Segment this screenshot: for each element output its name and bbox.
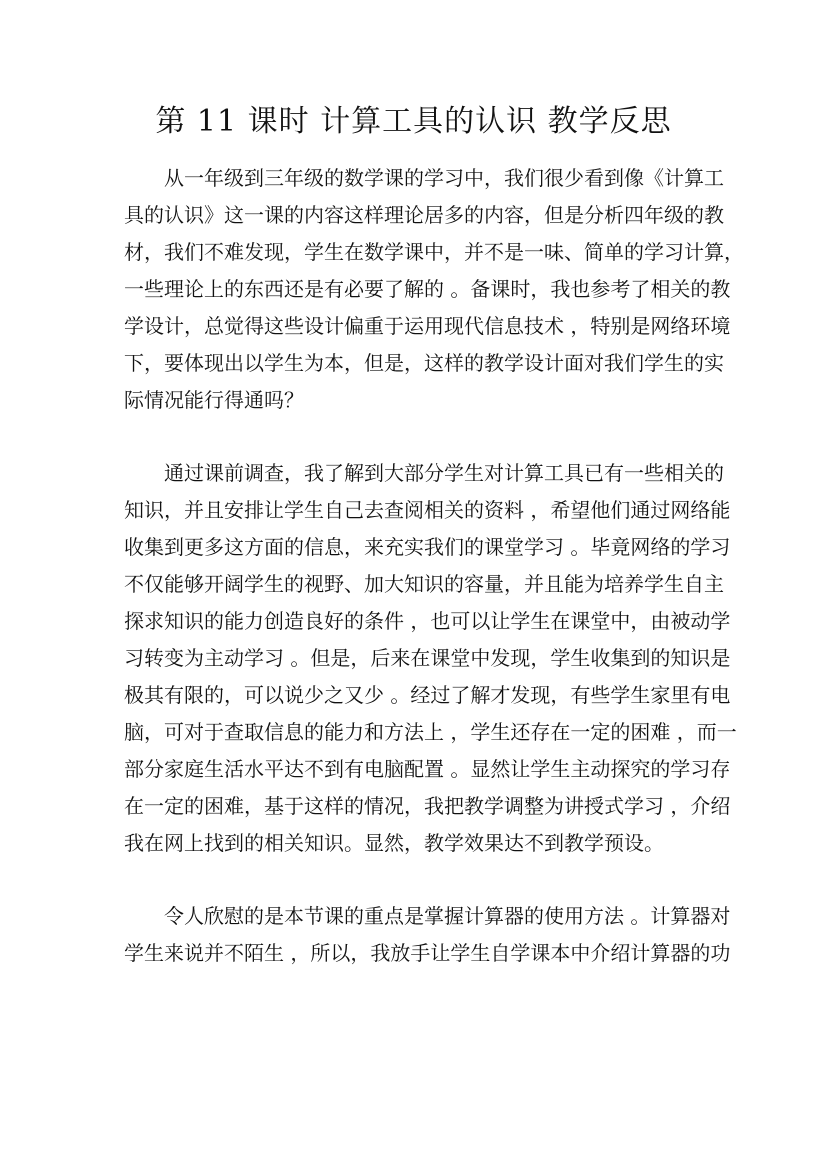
paragraph-2-line-4: 不仅能够开阔学生的视野、加大知识的容量，并且能为培养学生自主 xyxy=(124,572,724,596)
paragraph-2-line-7: 极其有限的，可以说少之又少 。经过了解才发现，有些学生家里有电 xyxy=(124,683,731,707)
paragraph-1-line-1: 从一年级到三年级的数学课的学习中，我们很少看到像《计算工 xyxy=(164,166,724,190)
paragraph-2-line-6: 习转变为主动学习 。但是，后来在课堂中发现，学生收集到的知识是 xyxy=(124,646,731,670)
paragraph-2-line-11: 我在网上找到的相关知识。显然，教学效果达不到教学预设。 xyxy=(124,831,664,855)
paragraph-1-line-5: 学设计，总觉得这些设计偏重于运用现代信息技术 ，特别是网络环境 xyxy=(124,314,731,338)
paragraph-2-line-1: 通过课前调查，我了解到大部分学生对计算工具已有一些相关的 xyxy=(164,461,724,485)
paragraph-1-line-4: 一些理论上的东西还是有必要了解的 。备课时，我也参考了相关的教 xyxy=(124,277,731,301)
paragraph-2-line-10: 在一定的困难，基于这样的情况，我把教学调整为讲授式学习 ，介绍 xyxy=(124,794,731,818)
paragraph-2-line-3: 收集到更多这方面的信息，来充实我们的课堂学习 。毕竟网络的学习 xyxy=(124,535,731,559)
page-title: 第 11 课时 计算工具的认识 教学反思 xyxy=(155,104,672,139)
paragraph-1-line-3: 材，我们不难发现，学生在数学课中，并不是一味、简单的学习计算， xyxy=(124,240,744,264)
paragraph-2-line-9: 部分家庭生活水平达不到有电脑配置 。显然让学生主动探究的学习存 xyxy=(124,757,731,781)
paragraph-2-line-8: 脑，可对于查取信息的能力和方法上 ，学生还存在一定的困难 ，而一 xyxy=(124,720,737,744)
paragraph-1-line-6: 下，要体现出以学生为本，但是，这样的教学设计面对我们学生的实 xyxy=(124,351,724,375)
paragraph-3-line-1: 令人欣慰的是本节课的重点是掌握计算器的使用方法 。计算器对 xyxy=(164,904,731,928)
paragraph-1-line-2: 具的认识》这一课的内容这样理论居多的内容，但是分析四年级的教 xyxy=(124,203,724,227)
paragraph-2-line-5: 探求知识的能力创造良好的条件 ，也可以让学生在课堂中，由被动学 xyxy=(124,609,731,633)
paragraph-2-line-2: 知识，并且安排让学生自己去查阅相关的资料 ，希望他们通过网络能 xyxy=(124,498,731,522)
paragraph-1-line-7: 际情况能行得通吗？ xyxy=(124,388,304,412)
paragraph-3-line-2: 学生来说并不陌生 ，所以，我放手让学生自学课本中介绍计算器的功 xyxy=(124,941,731,965)
